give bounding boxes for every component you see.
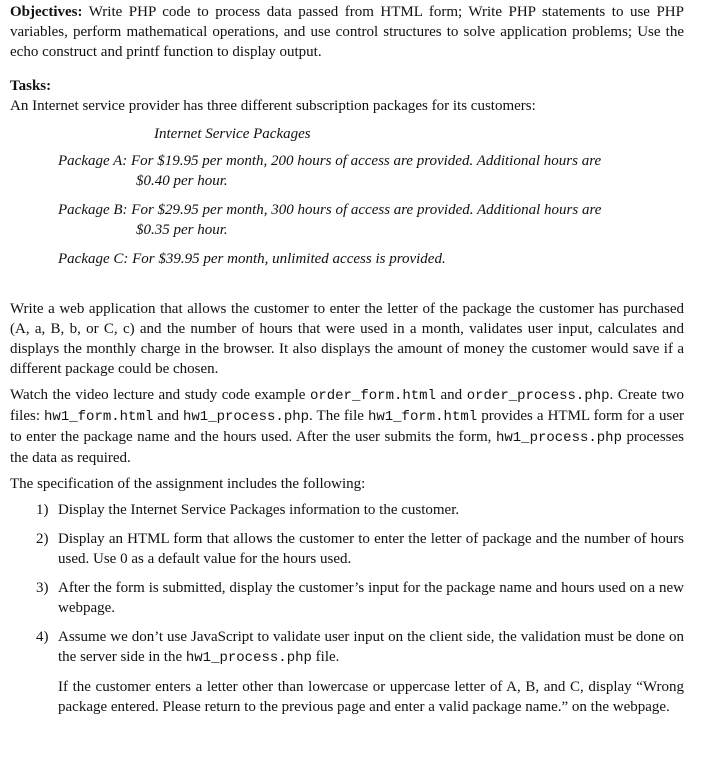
package-b xyxy=(58,200,684,240)
package-c-line1: Package C: For $39.95 per month, unlimited access is provided. xyxy=(58,251,446,267)
objectives-text: Write PHP code to process data passed from HTML form; Write PHP statements to use PHP variables, perform mathematical operations, and use control structures to solve application problems; Use the echo construct and printf function to display output. xyxy=(10,4,684,60)
spec-item-number: 2) xyxy=(36,531,49,547)
spec-item-text: file. xyxy=(311,649,340,665)
filename-order-process: order_process.php xyxy=(466,388,610,404)
spec-item-number: 1) xyxy=(36,502,49,518)
package-a xyxy=(58,151,684,191)
objectives-label: Objectives: xyxy=(10,4,83,20)
specification-list xyxy=(10,500,684,668)
specification-intro: The specification of the assignment includes the following: xyxy=(10,476,366,492)
text-run: . The file xyxy=(309,408,368,424)
description-paragraph-2 xyxy=(10,385,684,468)
spec-item-text: Display an HTML form that allows the customer to enter the letter of package and the number of hours used. Use 0 as a default value for the hours used. xyxy=(58,531,684,567)
filename-order-form: order_form.html xyxy=(309,388,436,404)
text-run: Watch the video lecture and study code example xyxy=(10,387,310,403)
package-a-line2: $0.40 per hour. xyxy=(136,173,228,189)
section-spacer xyxy=(10,278,684,299)
text-run: provides a HTML form for a user to enter the package name and the hours used. After the user submits the form, xyxy=(10,408,684,445)
tasks-heading: Tasks: xyxy=(10,78,52,94)
spec-item-number: 4) xyxy=(36,629,49,645)
package-b-line1: Package B: For $29.95 per month, 300 hours of access are provided. Additional hours are xyxy=(58,202,602,218)
spec-item-text: Display the Internet Service Packages information to the customer. xyxy=(58,502,460,518)
validation-note: If the customer enters a letter other than lowercase or uppercase letter of A, B, and C, display “Wrong package entered. Please return to the previous page and enter a valid package name.” on the webpage. xyxy=(58,679,684,715)
package-a-line1: Package A: For $19.95 per month, 200 hours of access are provided. Additional hours are xyxy=(58,153,602,169)
spec-item-text: Assume we don’t use JavaScript to validate user input on the client side, the validation must be done on the server side in the xyxy=(58,629,684,665)
packages-title: Internet Service Packages xyxy=(154,126,311,142)
text-run: and xyxy=(153,408,183,424)
spec-item-2 xyxy=(10,529,684,569)
package-c xyxy=(58,249,684,269)
spec-item-1 xyxy=(10,500,684,520)
package-b-line2: $0.35 per hour. xyxy=(136,222,228,238)
filename-hw1-form: hw1_form.html xyxy=(367,409,478,425)
text-run: . Create two files: xyxy=(10,387,685,424)
spec-item-3 xyxy=(10,578,684,618)
spec-item-4 xyxy=(10,627,684,668)
assignment-document xyxy=(10,2,684,717)
filename-hw1-process: hw1_process.php xyxy=(185,650,312,666)
spec-item-text: After the form is submitted, display the customer’s input for the package name and hours used on a new webpage. xyxy=(58,580,684,616)
description-paragraph-1: Write a web application that allows the customer to enter the letter of the package the customer has purchased (A, a, B, b, or C, c) and the number of hours that were used in a month, validates user input, calculates and displays the monthly charge in the browser. It also displays the amount of money the customer would save if a different package could be chosen. xyxy=(10,301,684,377)
filename-hw1-form: hw1_form.html xyxy=(44,409,154,425)
text-run: processes the data as required. xyxy=(10,429,684,466)
tasks-intro: An Internet service provider has three different subscription packages for its customers: xyxy=(10,98,536,114)
filename-hw1-process: hw1_process.php xyxy=(495,430,622,446)
spec-item-number: 3) xyxy=(36,580,49,596)
text-run: and xyxy=(435,387,467,403)
filename-hw1-process: hw1_process.php xyxy=(183,409,310,425)
objectives-paragraph xyxy=(10,2,684,62)
